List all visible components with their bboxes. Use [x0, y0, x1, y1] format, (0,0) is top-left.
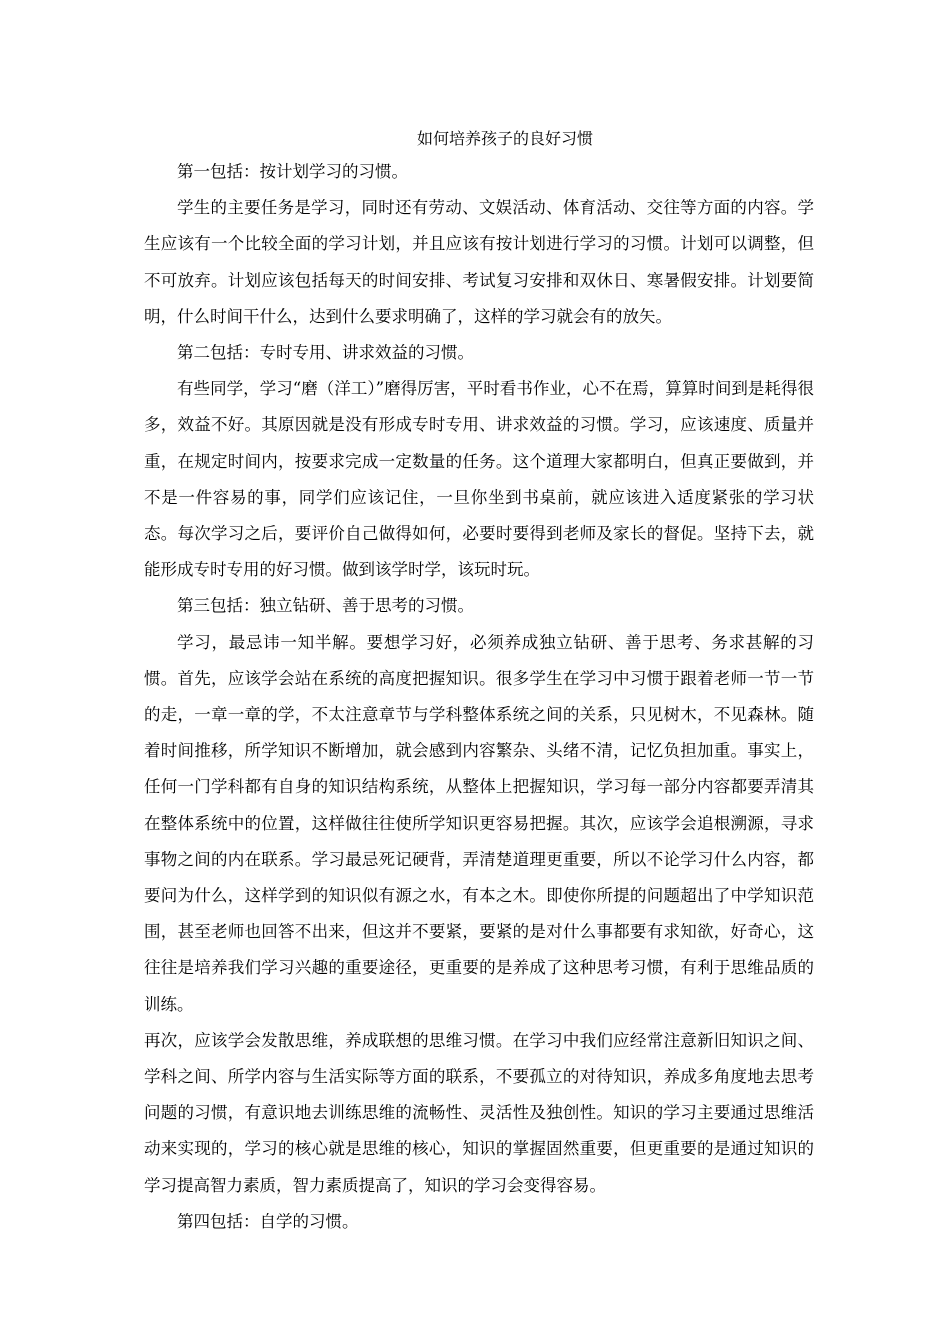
document-body — [144, 154, 814, 1240]
section-heading-1: 第一包括：按计划学习的习惯。 — [177, 162, 408, 181]
section-heading-2: 第二包括：专时专用、讲求效益的习惯。 — [177, 343, 474, 363]
paragraph-2: 有些同学，学习“磨（洋工）”磨得厉害，平时看书作业，心不在焉，算算时间到是耗得很多，效益不好。其原因就是没有形成专时专用、讲求效益的习惯。学习，应该速度、质量并重，在规定时间内，按要求完成一定数量的任务。这个道理大家都明白，但真正要做到，并不是一件容易的事，同学们应该记住，一旦你坐到书桌前，就应该进入适度紧张的学习状态。每次学习之后，要评价自己做得如何，必要时要得到老师及家长的督促。坚持下去，就能形成专时专用的好习惯。做到该学时学，该玩时玩。 — [144, 379, 814, 580]
section-heading-4: 第四包括：自学的习惯。 — [177, 1211, 359, 1231]
paragraph-1: 学生的主要任务是学习，同时还有劳动、文娱活动、体育活动、交往等方面的内容。学生应该有一个比较全面的学习计划，并且应该有按计划进行学习的习惯。计划可以调整，但不可放弃。计划应该包括每天的时间安排、考试复习安排和双休日、寒暑假安排。计划要简明，什么时间干什么，达到什么要求明确了，这样的学习就会有的放矢。 — [144, 198, 814, 326]
paragraph-4: 再次，应该学会发散思维，养成联想的思维习惯。在学习中我们应经常注意新旧知识之间、学科之间、所学内容与生活实际等方面的联系，不要孤立的对待知识，养成多角度地去思考问题的习惯，有意识地去训练思维的流畅性、灵活性及独创性。知识的学习主要通过思维活动来实现的，学习的核心就是思维的核心，知识的掌握固然重要，但更重要的是通过知识的学习提高智力素质，智力素质提高了，知识的学习会变得容易。 — [144, 1030, 814, 1195]
paragraph-3: 学习，最忌讳一知半解。要想学习好，必须养成独立钻研、善于思考、务求甚解的习惯。首先，应该学会站在系统的高度把握知识。很多学生在学习中习惯于跟着老师一节一节的走，一章一章的学，不太注意章节与学科整体系统之间的关系，只见树木，不见森林。随着时间推移，所学知识不断增加，就会感到内容繁杂、头绪不清，记忆负担加重。事实上，任何一门学科都有自身的知识结构系统，从整体上把握知识，学习每一部分内容都要弄清其在整体系统中的位置，这样做往往使所学知识更容易把握。其次，应该学会追根溯源，寻求事物之间的内在联系。学习最忌死记硬背，弄清楚道理更重要，所以不论学习什么内容，都要问为什么，这样学到的知识似有源之水，有本之木。即使你所提的问题超出了中学知识范围，甚至老师也回答不出来，但这并不要紧，要紧的是对什么事都要有求知欲，好奇心，这往往是培养我们学习兴趣的重要途径，更重要的是养成了这种思考习惯，有利于思维品质的训练。 — [144, 632, 814, 1014]
section-heading-3: 第三包括：独立钻研、善于思考的习惯。 — [177, 596, 474, 616]
document-title: 如何培养孩子的良好习惯 — [416, 129, 593, 148]
